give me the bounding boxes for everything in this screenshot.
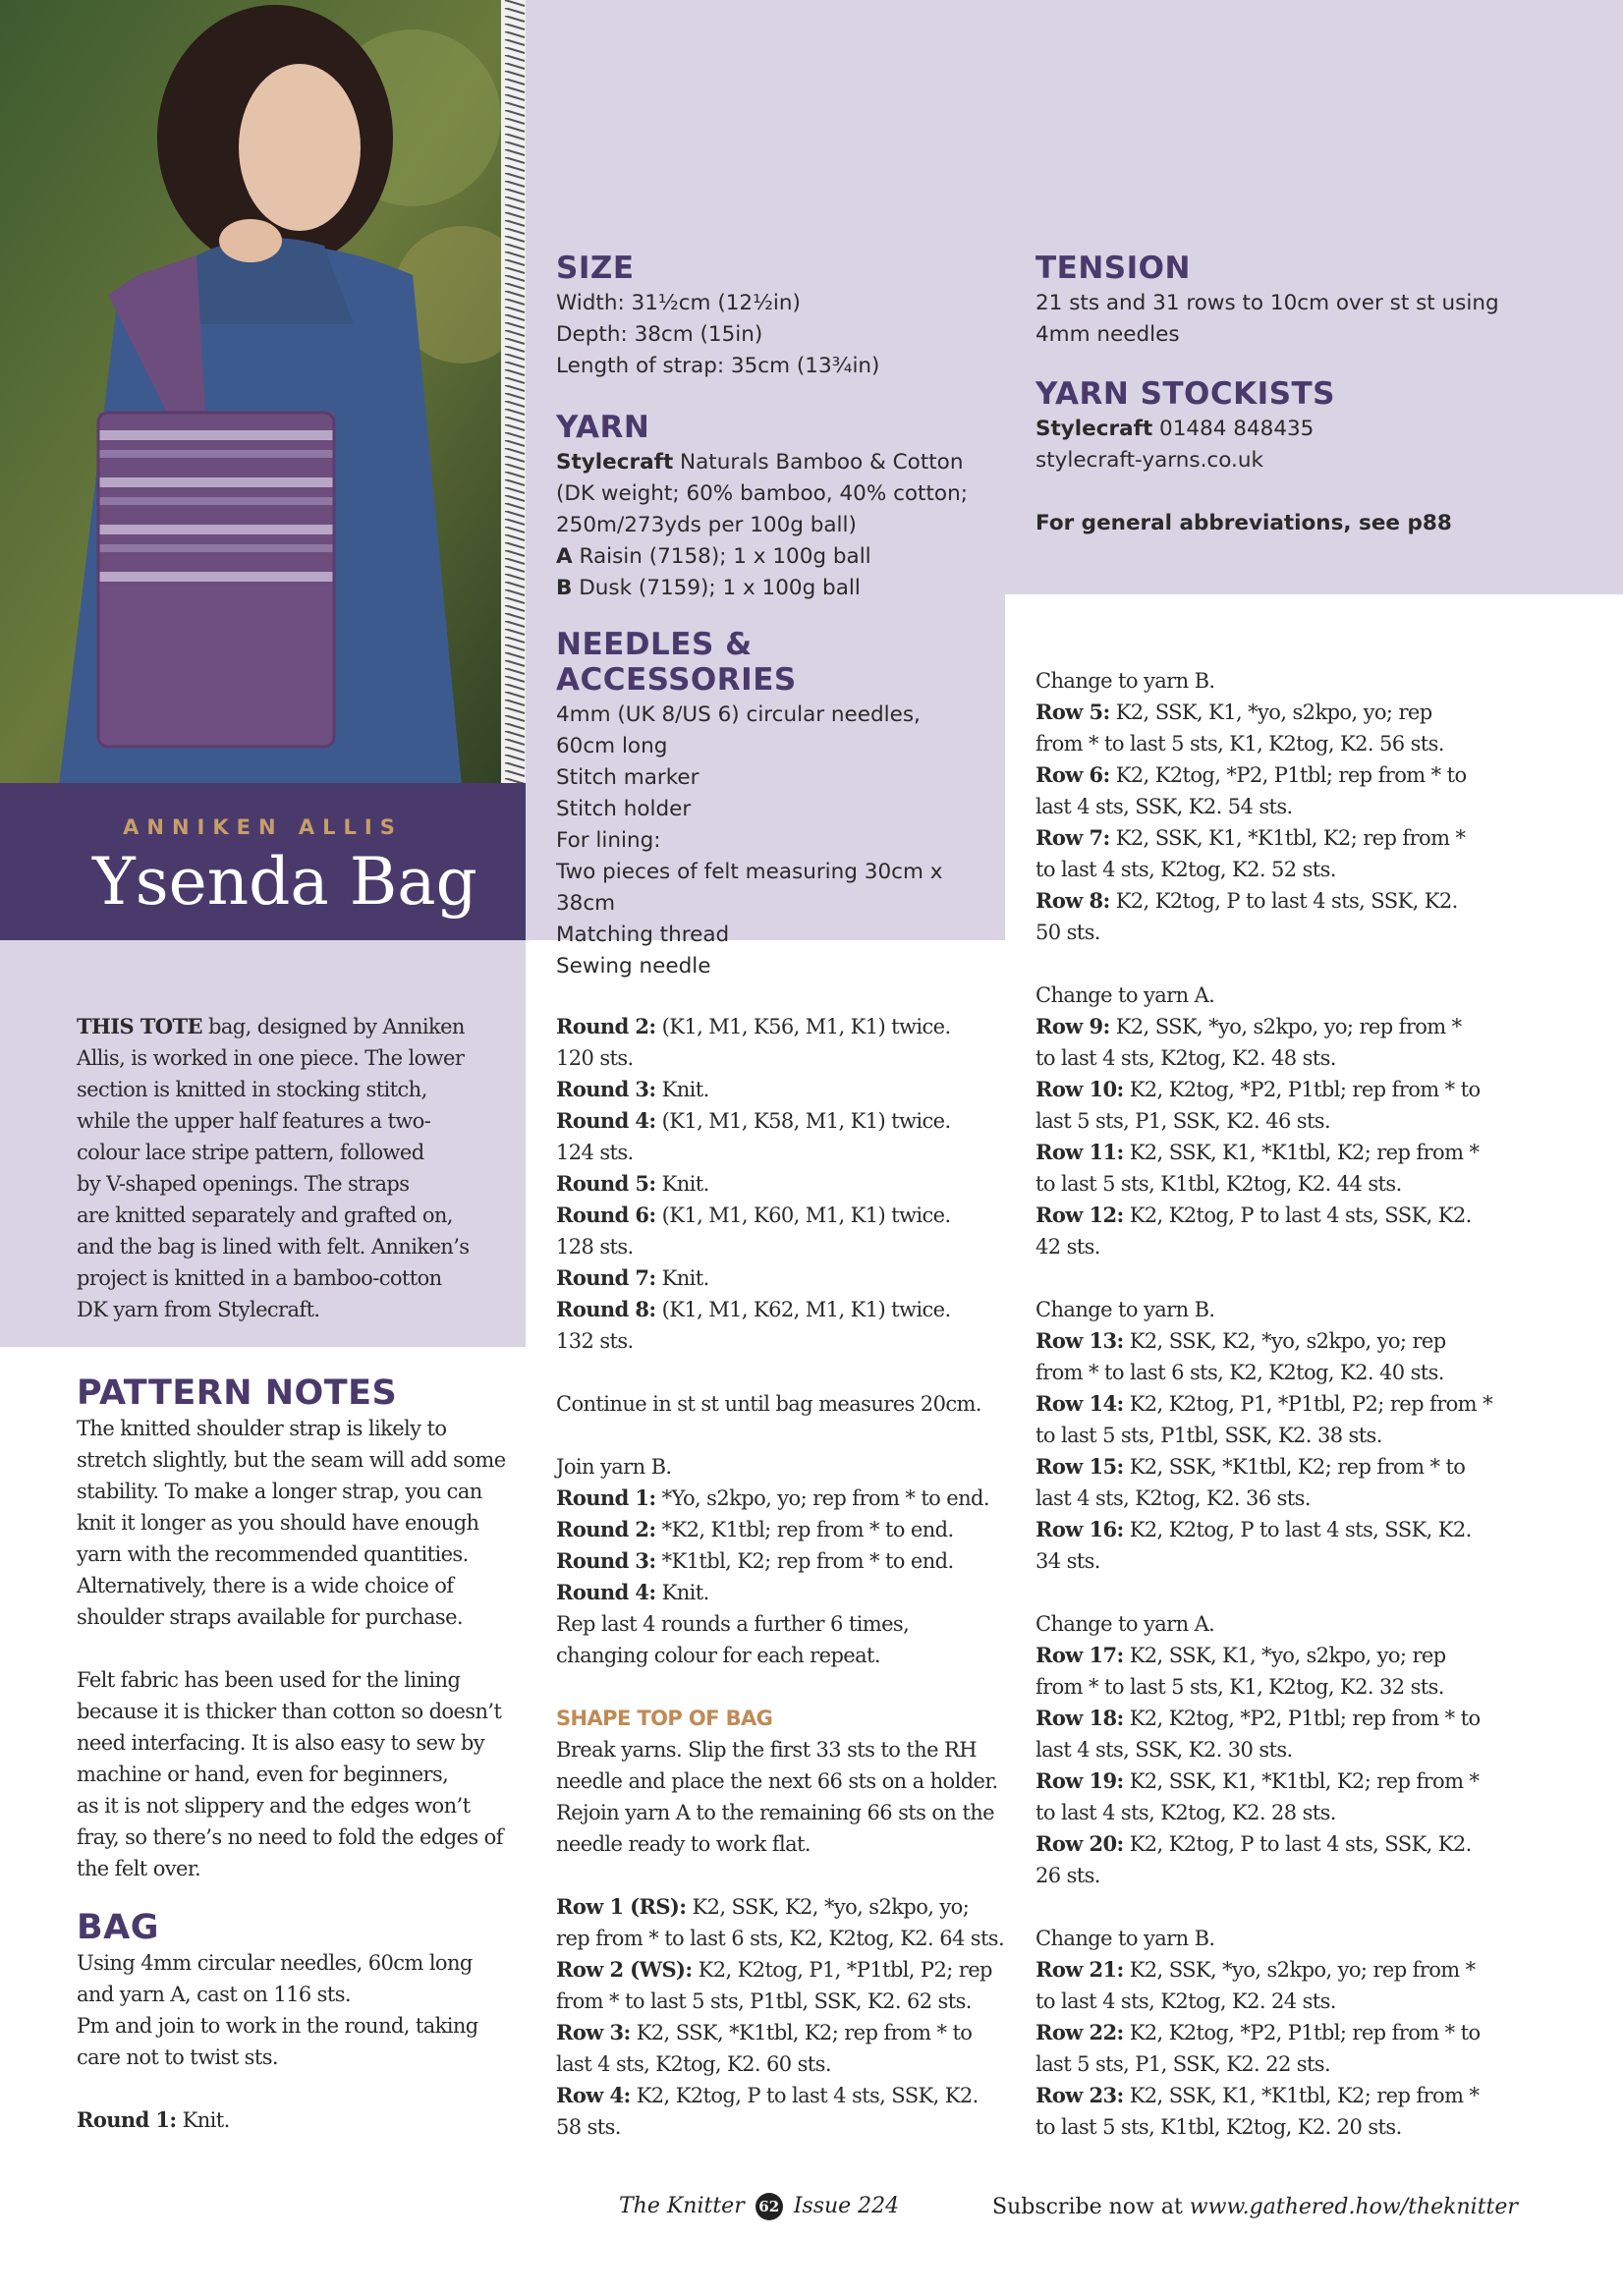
yarn-detail-2: 250m/273yds per 100g ball) xyxy=(556,513,857,537)
needles-line: For lining: xyxy=(556,828,661,853)
tension-section xyxy=(1035,251,1586,351)
needles-line: 60cm long xyxy=(556,734,668,758)
designer-name: ANNIKEN ALLIS xyxy=(123,815,403,839)
needles-line: Stitch marker xyxy=(556,765,700,790)
footer-magazine xyxy=(619,2193,923,2220)
pattern-column-3: Change to yarn B. Row 5: K2, SSK, K1, *yo, s2kpo, yo; rep from * to last 5 sts, K1, K2tog, K2. 56 sts. Row 6: K2, K2tog, *P2, P1tbl; rep from * to last 4 sts, SSK, K2. 54 sts. Row 7: K2, SSK, K1, *K1tbl, K2; rep from * to last 4 sts, K2tog, K2. 52 sts. Row 8: K2, K2tog, P to last 4 sts, SSK, K2. 50 sts. Change to yarn A. Row 9: K2, SSK, *yo, s2kpo, yo; rep from * to last 4 sts, K2tog, K2. 48 sts. Row 10: K2, K2tog, *P2, P1tbl; rep from * to last 5 sts, P1, SSK, K2. 46 sts. Row 11: K2, SSK, K1, *K1tbl, K2; rep from * to last 5 sts, K1tbl, K2tog, K2. 44 sts. Row 12: K2, K2tog, P to last 4 sts, SSK, K2. 42 sts. Change to yarn B. Row 13: K2, SSK, K2, *yo, s2kpo, yo; rep from * to last 6 sts, K2, K2tog, K2. 40 sts. Row 14: K2, K2tog, P1, *P1tbl, P2; rep from * to last 5 sts, P1tbl, SSK, K2. 38 sts. Row 15: K2, SSK, *K1tbl, K2; rep from * to last 4 sts, K2tog, K2. 36 sts. Row 16: K2, K2tog, P to last 4 sts, SSK, K2. 34 sts. Change to yarn A. Row 17: K2, SSK, K1, *yo, s2kpo, yo; rep from * to last 5 sts, K1, K2tog, K2. 32 sts. Row 18: K2, K2tog, *P2, P1tbl; rep from * to last 4 sts, SSK, K2. 30 sts. Row 19: K2, SSK, K1, *K1tbl, K2; rep from * to last 4 sts, K2tog, K2. 28 sts. Row 20: K2, K2tog, P to last 4 sts, SSK, K2. 26 sts. Change to yarn B. Row 21: K2, SSK, *yo, s2kpo, yo; rep from * to last 4 sts, K2tog, K2. 24 sts. Row 22: K2, K2tog, *P2, P1tbl; rep from * to last 5 sts, P1, SSK, K2. 22 sts. Row 23: K2, SSK, K1, *K1tbl, K2; rep from * to last 5 sts, K1tbl, K2tog, K2. 20 sts. xyxy=(1035,669,1492,2139)
magazine-name: The Knitter xyxy=(619,2194,745,2218)
abbreviations-note: For general abbreviations, see p88 xyxy=(1035,511,1452,535)
yarn-a: A Raisin (7158); 1 x 100g ball xyxy=(556,544,871,569)
size-strap: Length of strap: 35cm (13¾in) xyxy=(556,354,880,378)
tension-heading: TENSION xyxy=(1035,251,1191,286)
page-number: 62 xyxy=(756,2193,783,2220)
pattern-notes-heading: PATTERN NOTES xyxy=(77,1373,398,1413)
yarn-b: B Dusk (7159); 1 x 100g ball xyxy=(556,576,861,600)
stockists-section xyxy=(1035,376,1586,539)
title-block xyxy=(0,783,526,940)
pattern-title: Ysenda Bag xyxy=(92,844,477,920)
needles-line: Stitch holder xyxy=(556,797,692,821)
needles-heading: NEEDLES & ACCESSORIES xyxy=(556,627,797,698)
tension-line: 21 sts and 31 rows to 10cm over st st using xyxy=(1035,291,1499,315)
stockist-web: stylecraft-yarns.co.uk xyxy=(1035,448,1263,473)
yarn-detail-1: (DK weight; 60% bamboo, 40% cotton; xyxy=(556,481,968,506)
needles-section xyxy=(556,627,998,982)
subscribe-link[interactable]: www.gathered.how/theknitter xyxy=(1189,2195,1518,2219)
tension-line: 4mm needles xyxy=(1035,322,1180,347)
stockist-phone: Stylecraft 01484 848435 xyxy=(1035,417,1315,441)
size-section xyxy=(556,251,998,382)
bag-section: BAG Using 4mm circular needles, 60cm long and yarn A, cast on 116 sts. Pm and join to work in the round, taking care not to twist sts. Round 1: Knit. xyxy=(77,1908,519,2136)
intro-text: THIS TOTE bag, designed by Anniken Allis, is worked in one piece. The lower section is knitted in stocking stitch, while the upper half features a two- colour lace stripe pattern, followed by V-shaped openings. The straps are knitted separately and grafted on, and the bag is lined with felt. Anniken’s project is knitted in a bamboo-cotton DK yarn from Stylecraft. xyxy=(77,1014,470,1321)
issue-number: Issue 224 xyxy=(793,2194,900,2218)
yarn-section xyxy=(556,410,998,604)
yarn-heading: YARN xyxy=(556,410,650,445)
pattern-notes-section: PATTERN NOTES The knitted shoulder strap is likely to stretch slightly, but the seam will add some stability. To make a longer strap, you can knit it longer as you should have enough yarn with the recommended quantities. Alternatively, there is a wide choice of shoulder straps available for purchase. Felt fabric has been used for the lining because it is thicker than cotton so doesn’t need interfacing. It is also easy to sew by machine or hand, even for beginners, as it is not slippery and the edges won’t fray, so there’s no need to fold the edges of the felt over. xyxy=(77,1373,519,1884)
size-heading: SIZE xyxy=(556,251,635,286)
needles-line: Sewing needle xyxy=(556,954,711,979)
hero-photo xyxy=(0,0,524,786)
shape-top-heading: SHAPE TOP OF BAG xyxy=(556,1707,773,1730)
bag-heading: BAG xyxy=(77,1908,159,1947)
needles-line: Matching thread xyxy=(556,923,730,947)
needles-line: Two pieces of felt measuring 30cm x 38cm xyxy=(556,860,943,916)
yarn-product: Stylecraft Naturals Bamboo & Cotton xyxy=(556,450,964,475)
needles-line: 4mm (UK 8/US 6) circular needles, xyxy=(556,702,921,727)
stockists-heading: YARN STOCKISTS xyxy=(1035,376,1336,412)
size-depth: Depth: 38cm (15in) xyxy=(556,322,763,347)
footer-subscribe: Subscribe now at www.gathered.how/theknitter xyxy=(992,2195,1518,2219)
pattern-column-2: Round 2: (K1, M1, K56, M1, K1) twice. 120 sts. Round 3: Knit. Round 4: (K1, M1, K58, M1, K1) twice. 124 sts. Round 5: Knit. Round 6: (K1, M1, K60, M1, K1) twice. 128 sts. Round 7: Knit. Round 8: (K1, M1, K62, M1, K1) twice. 132 sts. Continue in st st until bag measures 20cm. Join yarn B. Round 1: *Yo, s2kpo, yo; rep from * to end. Round 2: *K2, K1tbl; rep from * to end. Round 3: *K1tbl, K2; rep from * to end. Round 4: Knit. Rep last 4 rounds a further 6 times, changing colour for each repeat. SHAPE TOP OF BAG Break yarns. Slip the first 33 sts to the RH needle and place the next 66 sts on a holder. Rejoin yarn A to the remaining 66 sts on the needle ready to work flat. Row 1 (RS): K2, SSK, K2, *yo, s2kpo, yo; rep from * to last 6 sts, K2, K2tog, K2. 64 sts. Row 2 (WS): K2, K2tog, P1, *P1tbl, P2; rep from * to last 5 sts, P1tbl, SSK, K2. 62 sts. Row 3: K2, SSK, *K1tbl, K2; rep from * to last 4 sts, K2tog, K2. 60 sts. Row 4: K2, K2tog, P to last 4 sts, SSK, K2. 58 sts. xyxy=(556,1011,1018,2143)
size-width: Width: 31½cm (12½in) xyxy=(556,291,801,315)
round-1: Round 1: Knit. xyxy=(77,2107,230,2132)
